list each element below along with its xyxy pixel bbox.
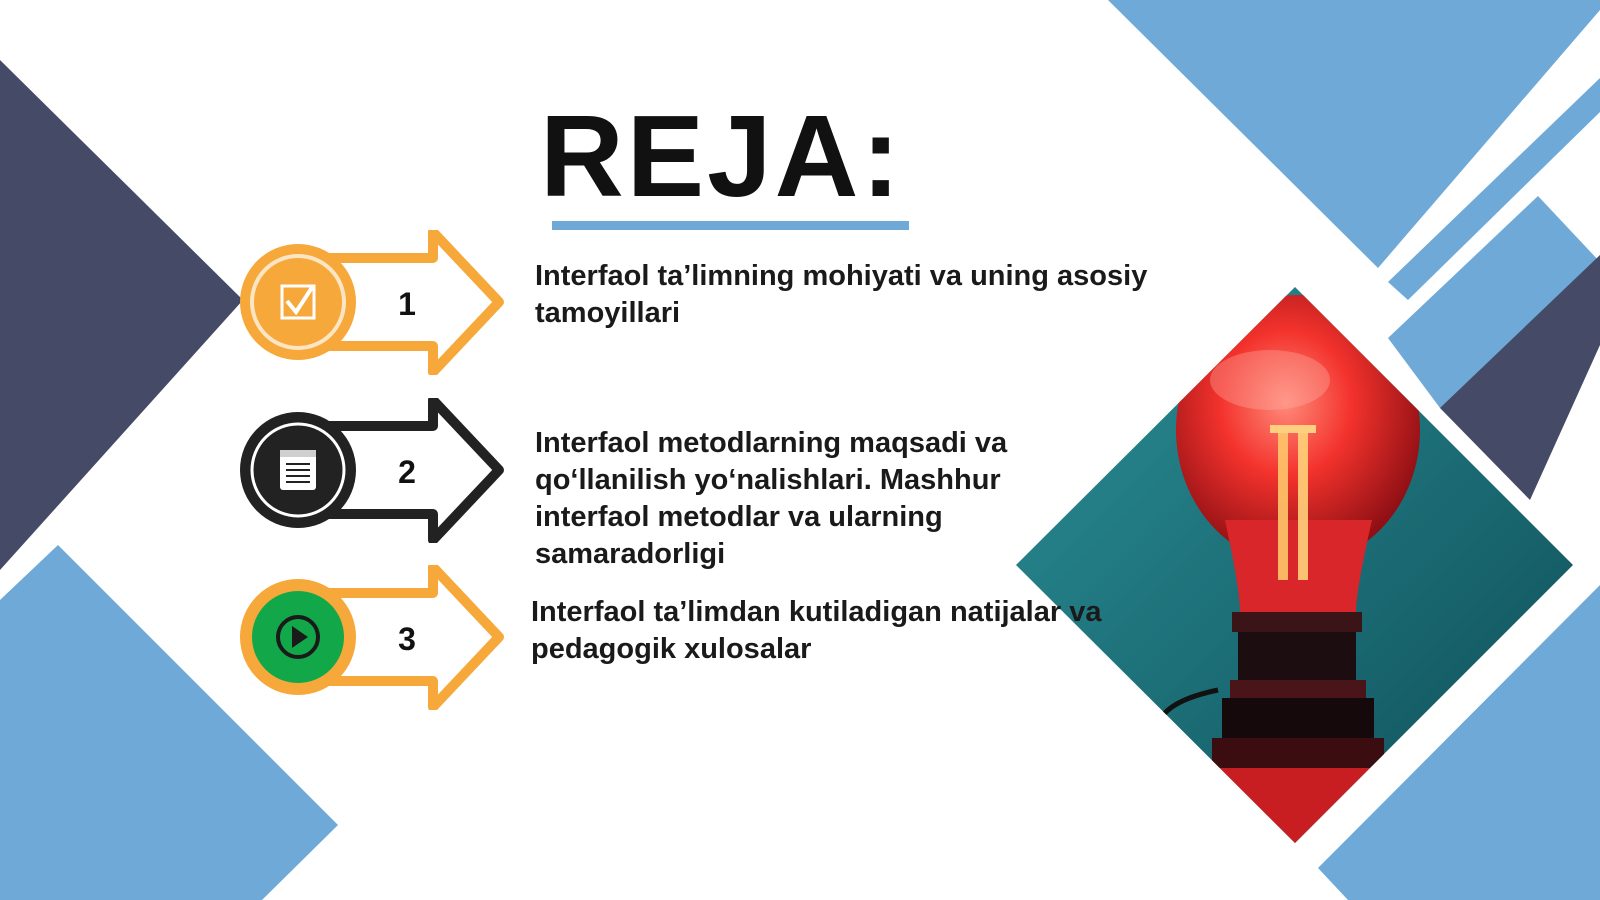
slide-title: REJA: [540, 91, 904, 221]
item-number-2: 2 [398, 454, 416, 490]
title-underline [552, 221, 909, 230]
arrow-badge-3 [235, 565, 505, 710]
item-number-3: 3 [398, 621, 416, 657]
item-number-1: 1 [398, 286, 416, 322]
item-text-1: Interfaol ta’limning mohiyati va uning asosiy tamoyillari [535, 260, 1148, 329]
arrow-badge-1 [235, 230, 505, 375]
notepad-icon [280, 450, 316, 490]
item-text-3: Interfaol ta’limdan kutiladigan natijalar va pedagogik xulosalar [531, 596, 1102, 665]
left-navy-triangle [0, 60, 243, 570]
arrow-badge-2 [235, 398, 505, 543]
item-text-2: Interfaol metodlarning maqsadi va qo‘llanilish yo‘nalishlari. Mashhur interfaol metodlar va ularning samaradorligi [535, 427, 1008, 570]
